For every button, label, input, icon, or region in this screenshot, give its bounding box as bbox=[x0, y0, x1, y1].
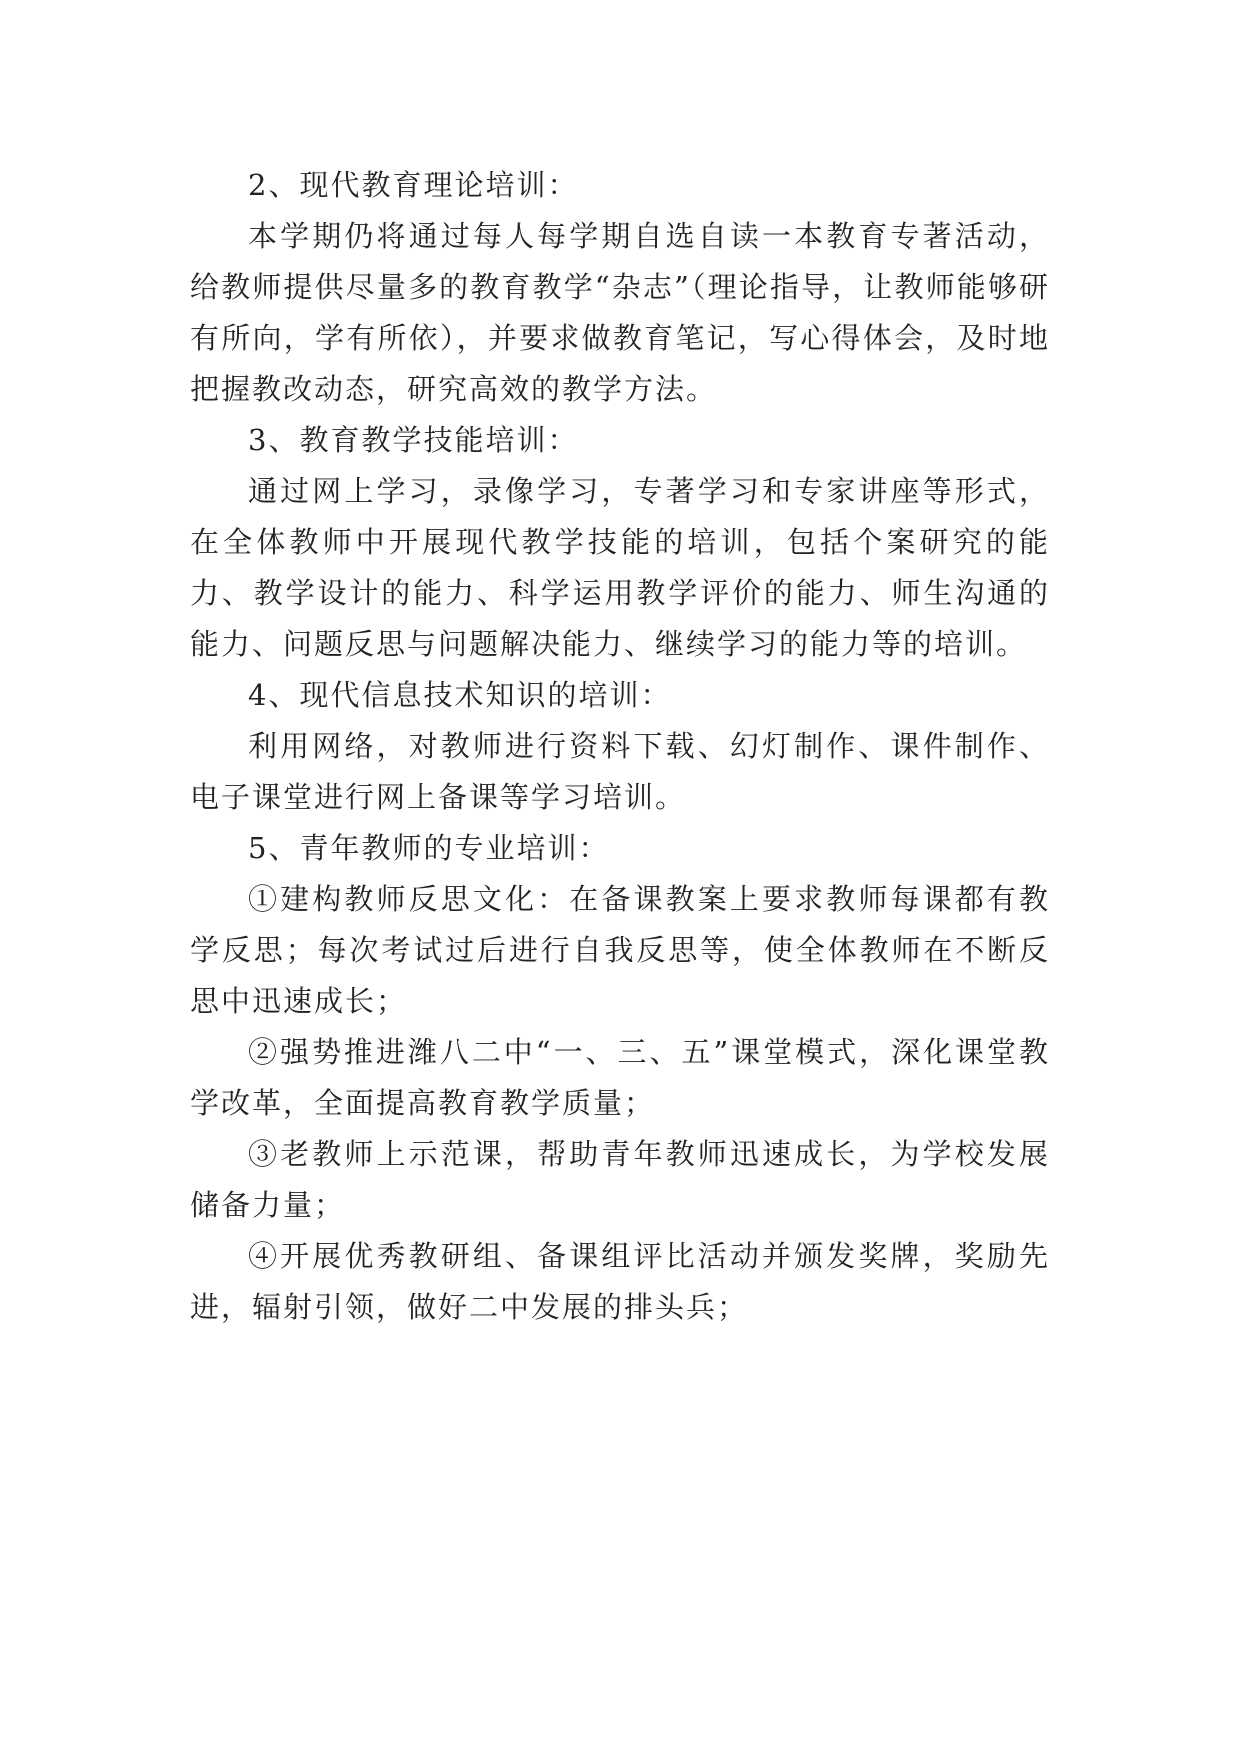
list-item-reflection-culture: ①建构教师反思文化：在备课教案上要求教师每课都有教学反思；每次考试过后进行自我反思等，使全体教师在不断反思中迅速成长； bbox=[190, 882, 1050, 1018]
section-heading-it-training: 4、现代信息技术知识的培训： bbox=[248, 678, 672, 712]
section-heading-theory-training: 2、现代教育理论培训： bbox=[248, 168, 579, 202]
list-item-group-awards: ④开展优秀教研组、备课组评比活动并颁发奖牌，奖励先进，辐射引领，做好二中发展的排头兵； bbox=[190, 1239, 1050, 1324]
section-heading-teaching-skills: 3、教育教学技能培训： bbox=[248, 423, 579, 457]
list-item-classroom-model: ②强势推进潍八二中“一、三、五”课堂模式，深化课堂教学改革，全面提高教育教学质量； bbox=[190, 1035, 1050, 1120]
paragraph-teaching-skills: 通过网上学习，录像学习，专著学习和专家讲座等形式，在全体教师中开展现代教学技能的培训，包括个案研究的能力、教学设计的能力、科学运用教学评价的能力、师生沟通的能力、问题反思与问题解决能力、继续学习的能力等的培训。 bbox=[190, 474, 1050, 661]
paragraph-theory-training: 本学期仍将通过每人每学期自选自读一本教育专著活动，给教师提供尽量多的教育教学“杂志”（理论指导，让教师能够研有所向，学有所依），并要求做教育笔记，写心得体会，及时地把握教改动态，研究高效的教学方法。 bbox=[190, 219, 1050, 406]
list-item-demo-lessons: ③老教师上示范课，帮助青年教师迅速成长，为学校发展储备力量； bbox=[190, 1137, 1050, 1222]
document-body bbox=[190, 160, 1050, 1333]
section-heading-young-teachers: 5、青年教师的专业培训： bbox=[248, 831, 610, 865]
paragraph-it-training: 利用网络，对教师进行资料下载、幻灯制作、课件制作、电子课堂进行网上备课等学习培训。 bbox=[190, 729, 1050, 814]
